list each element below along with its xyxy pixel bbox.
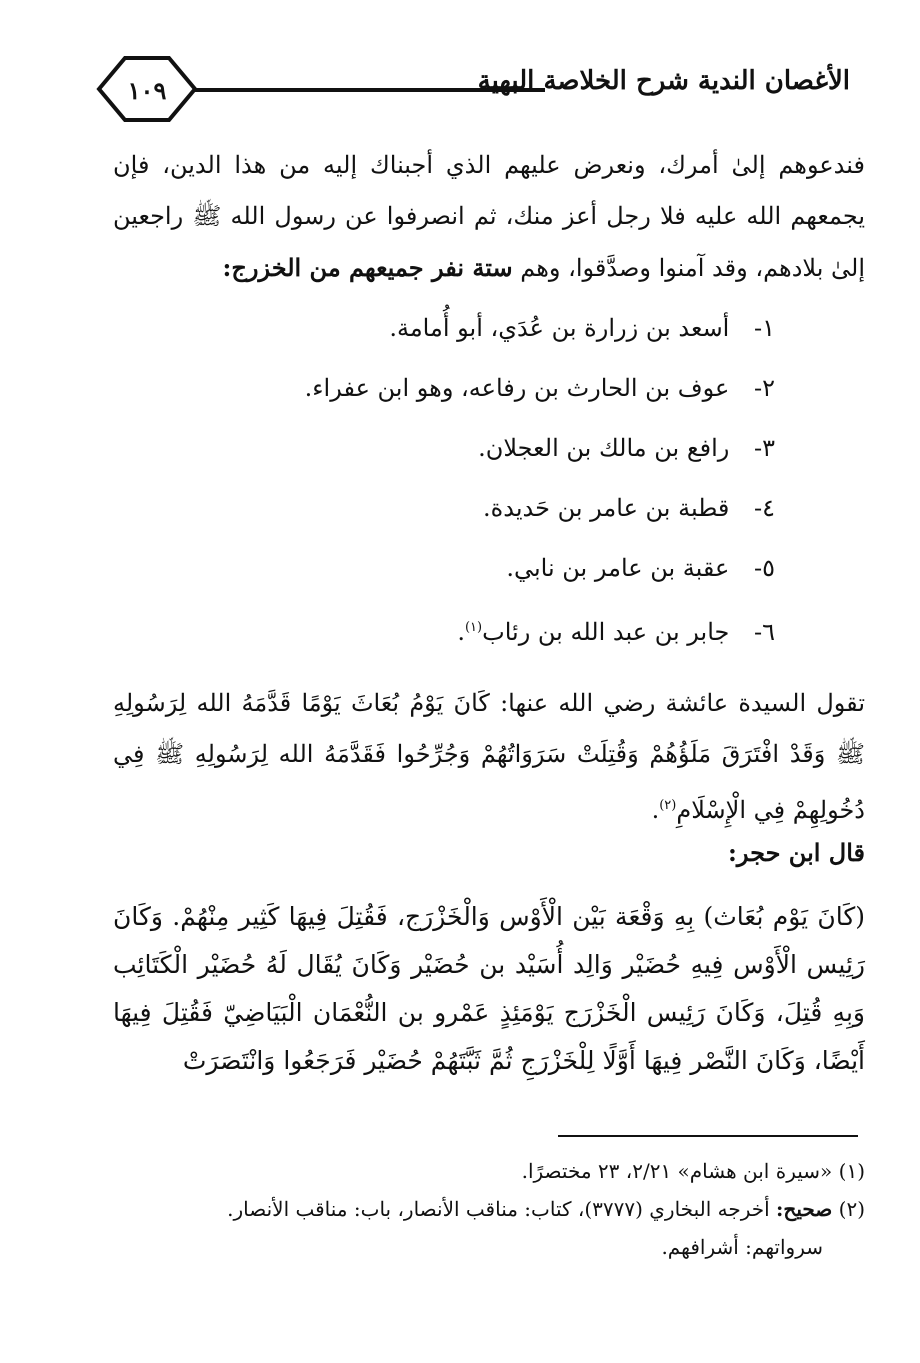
book-title: الأغصان الندية شرح الخلاصة البهية [477, 66, 850, 96]
list-number: ١- [754, 314, 775, 342]
footnote-2 [113, 1190, 865, 1228]
list-item [175, 428, 775, 488]
paragraph-3: (كَانَ يَوْم بُعَاث) بِهِ وَقْعَة بَيْن الْأَوْس وَالْخَزْرَج، فَقُتِلَ فِيهَا كَثِير مِنْهُمْ. وَكَانَ رَئِيس الْأَوْس فِيهِ حُضَيْر وَالِد أُسَيْد بن حُضَيْر وَكَانَ يُقَال لَهُ حُضَيْر الْكَتَائِب وَبِهِ قُتِلَ، وَكَانَ رَئِيس الْخَزْرَج يَوْمَئِذٍ عَمْرو بن النُّعْمَان الْبَيَاضِيّ فَقُتِلَ فِيهَا أَيْضًا، وَكَانَ النَّصْر فِيهَا أَوَّلًا لِلْخَزْرَجِ ثُمَّ ثَبَّتَهُمْ حُضَيْر فَرَجَعُوا وَانْتَصَرَتْ [113, 902, 865, 1075]
list-number: ٢- [754, 374, 775, 402]
paragraph-2 [113, 678, 865, 836]
list-number: ٦- [754, 618, 775, 646]
footnote-text: أخرجه البخاري (٣٧٧٧)، كتاب: مناقب الأنصار، باب: مناقب الأنصار. [227, 1197, 770, 1221]
paragraph-2-quote: كَانَ يَوْمُ بُعَاثَ يَوْمًا قَدَّمَهُ الله لِرَسُولِهِ ﷺ وَقَدْ افْتَرَقَ مَلَؤُهُمْ وَقُتِلَتْ سَرَوَاتُهُمْ وَجُرِّحُوا فَقَدَّمَهُ الله لِرَسُولِهِ ﷺ فِي دُخُولِهِمْ فِي الْإِسْلَامِ [113, 689, 865, 824]
list-text: رافع بن مالك بن العجلان. [478, 434, 730, 462]
list-item [175, 548, 775, 608]
footnote-mark: (٢) [838, 1197, 865, 1221]
footnote-label: صحيح: [776, 1197, 833, 1221]
paragraph-2-end: . [651, 796, 660, 824]
footnote-divider [558, 1135, 858, 1137]
list-end: . [457, 618, 465, 646]
footnote-mark: (٢) [659, 798, 677, 813]
footnote-1 [113, 1152, 865, 1190]
list-item [175, 308, 775, 368]
page-number: ١٠٩ [127, 76, 167, 105]
list-number: ٣- [754, 434, 775, 462]
list-number: ٥- [754, 554, 775, 582]
footnote-mark: (١) [464, 620, 483, 635]
paragraph-1-text: فندعوهم إلىٰ أمرك، ونعرض عليهم الذي أجبناك إليه من هذا الدين، فإن يجمعهم الله عليه فلا رجل أعز منك، ثم انصرفوا عن رسول الله ﷺ راجعين إلىٰ بلادهم، وقد آمنوا وصدَّقوا، وهم [113, 151, 865, 282]
list-item [175, 368, 775, 428]
list-text: عوف بن الحارث بن رفاعه، وهو ابن عفراء. [304, 374, 730, 402]
list-text: قطبة بن عامر بن حَديدة. [483, 494, 730, 522]
footnotes [113, 1152, 865, 1266]
page-header [95, 40, 855, 135]
list-item [175, 608, 775, 668]
paragraph-1-bold: ستة نفر جميعهم من الخزرج: [222, 253, 513, 282]
subheading: قال ابن حجر: [728, 838, 865, 867]
list-item [175, 488, 775, 548]
companions-list [175, 308, 775, 668]
paragraph-1 [113, 140, 865, 294]
list-number: ٤- [754, 494, 775, 522]
footnote-2-continuation: سرواتهم: أشرافهم. [661, 1235, 823, 1259]
footnote-mark: (١) [838, 1159, 865, 1183]
footnote-text: «سيرة ابن هشام» ٢/٢١، ٢٣ مختصرًا. [521, 1159, 833, 1183]
list-text: عقبة بن عامر بن نابي. [506, 554, 730, 582]
paragraph-2-intro: تقول السيدة عائشة رضي الله عنها: [489, 689, 866, 717]
list-text: جابر بن عبد الله بن رئاب [482, 618, 730, 646]
page-number-frame [95, 54, 199, 124]
list-text: أسعد بن زرارة بن عُدَي، أبو أُمامة. [389, 314, 730, 342]
